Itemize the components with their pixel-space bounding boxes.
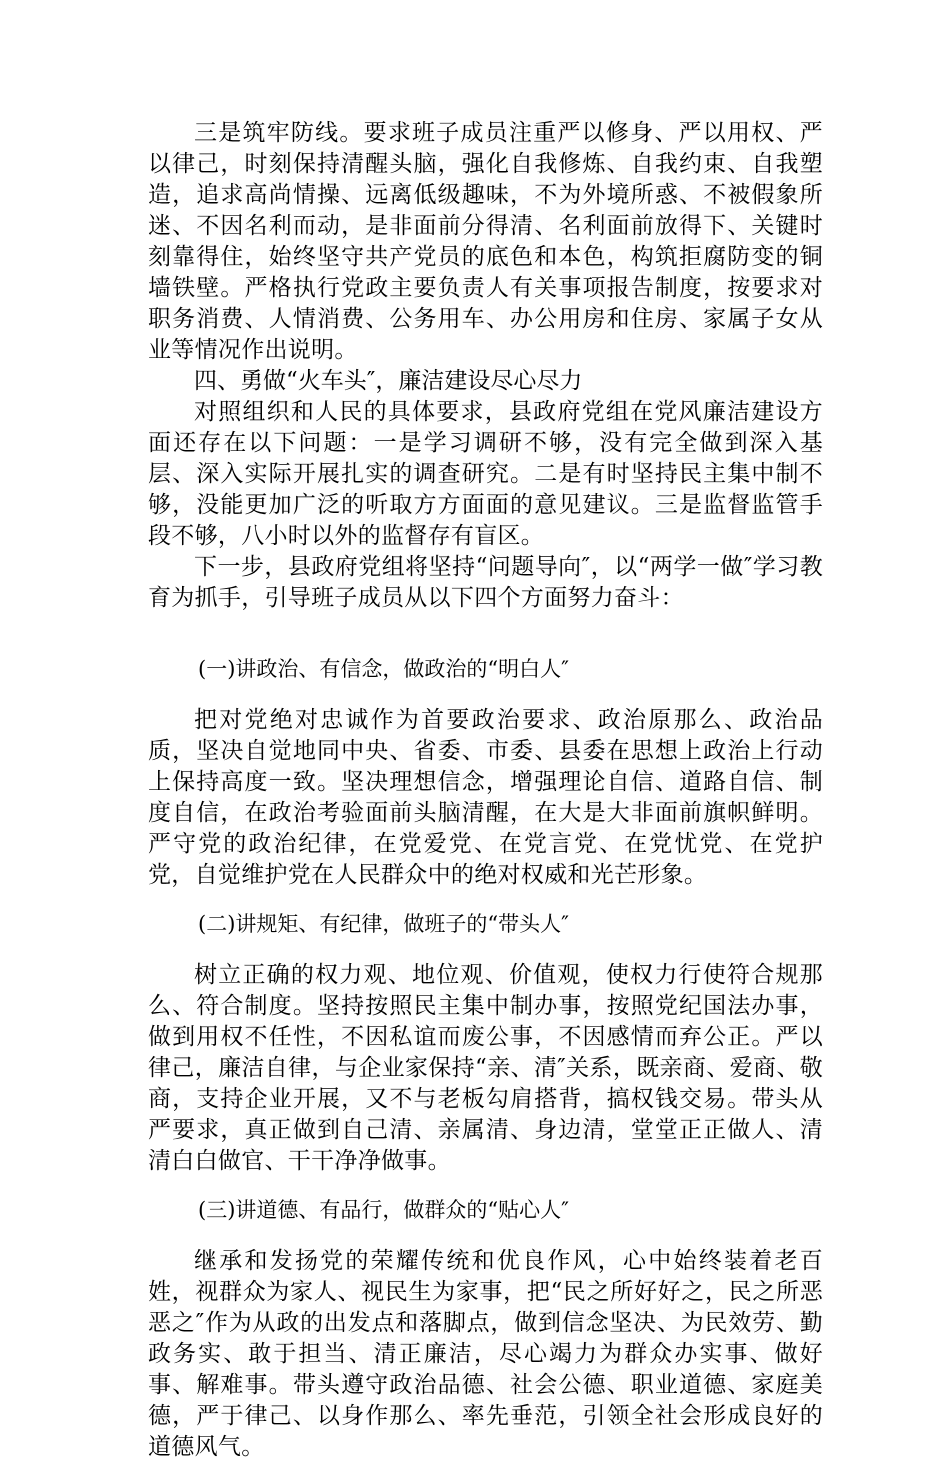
spacer: [148, 891, 823, 909]
spacer: [148, 940, 823, 960]
spacer: [148, 1226, 823, 1246]
paragraph-rules: 树立正确的权力观、地位观、价值观，使权力行使符合规那么、符合制度。坚持按照民主集中制办事，按照党纪国法办事，做到用权不任性，不因私谊而废公事，不因感情而弃公正。严以律己，廉洁自律，与企业家保持“亲、清″关系，既亲商、爱商、敬商，支持企业开展，又不与老板勾肩搭背，搞权钱交易。带头从严要求，真正做到自己清、亲属清、身边清，堂堂正正做人、清清白白做官、干干净净做事。: [148, 962, 823, 1174]
document-page: [148, 118, 823, 1463]
spacer: [148, 685, 823, 705]
subheading-rules: (二)讲规矩、有纪律，做班子的“带头人″: [198, 912, 569, 936]
paragraph-politics: 把对党绝对忠诚作为首要政治要求、政治原那么、政治品质，坚决自觉地同中央、省委、市委、县委在思想上政治上行动上保持高度一致。坚决理想信念，增强理论自信、道路自信、制度自信，在政治考验面前头脑清醒，在大是大非面前旗帜鲜明。严守党的政治纪律，在党爱党、在党言党、在党忧党、在党护党，自觉维护党在人民群众中的绝对权威和光芒形象。: [148, 707, 823, 888]
subheading-morality: (三)讲道德、有品行，做群众的“贴心人″: [198, 1198, 569, 1222]
section-heading-four: 四、勇做“火车头″，廉洁建设尽心尽力: [194, 368, 583, 394]
spacer: [148, 614, 823, 654]
spacer: [148, 1177, 823, 1195]
subheading-politics: (一)讲政治、有信念，做政治的“明白人″: [198, 657, 569, 681]
paragraph-next-step: 下一步，县政府党组将坚持“问题导向″，以“两学一做″学习教育为抓手，引导班子成员从以下四个方面努力奋斗：: [148, 554, 823, 611]
paragraph-problems: 对照组织和人民的具体要求，县政府党组在党风廉洁建设方面还存在以下问题：一是学习调研不够，没有完全做到深入基层、深入实际开展扎实的调查研究。二是有时坚持民主集中制不够，没能更加广泛的听取方方面面的意见建议。三是监督监管手段不够，八小时以外的监督存有盲区。: [148, 399, 823, 549]
paragraph-morality: 继承和发扬党的荣耀传统和优良作风，心中始终装着老百姓，视群众为家人、视民生为家事，把“民之所好好之，民之所恶恶之″作为从政的出发点和落脚点，做到信念坚决、为民效劳、勤政务实、敢于担当、清正廉洁，尽心竭力为群众办实事、做好事、解难事。带头遵守政治品德、社会公德、职业道德、家庭美德，严于律己、以身作那么、率先垂范，引领全社会形成良好的道德风气。: [148, 1248, 823, 1460]
paragraph-defense: 三是筑牢防线。要求班子成员注重严以修身、严以用权、严以律己，时刻保持清醒头脑，强化自我修炼、自我约束、自我塑造，追求高尚情操、远离低级趣味，不为外境所惑、不被假象所迷、不因名利而动，是非面前分得清、名利面前放得下、关键时刻靠得住，始终坚守共产党员的底色和本色，构筑拒腐防变的铜墙铁壁。严格执行党政主要负责人有关事项报告制度，按要求对职务消费、人情消费、公务用车、办公用房和住房、家属子女从业等情况作出说明。: [148, 120, 823, 363]
